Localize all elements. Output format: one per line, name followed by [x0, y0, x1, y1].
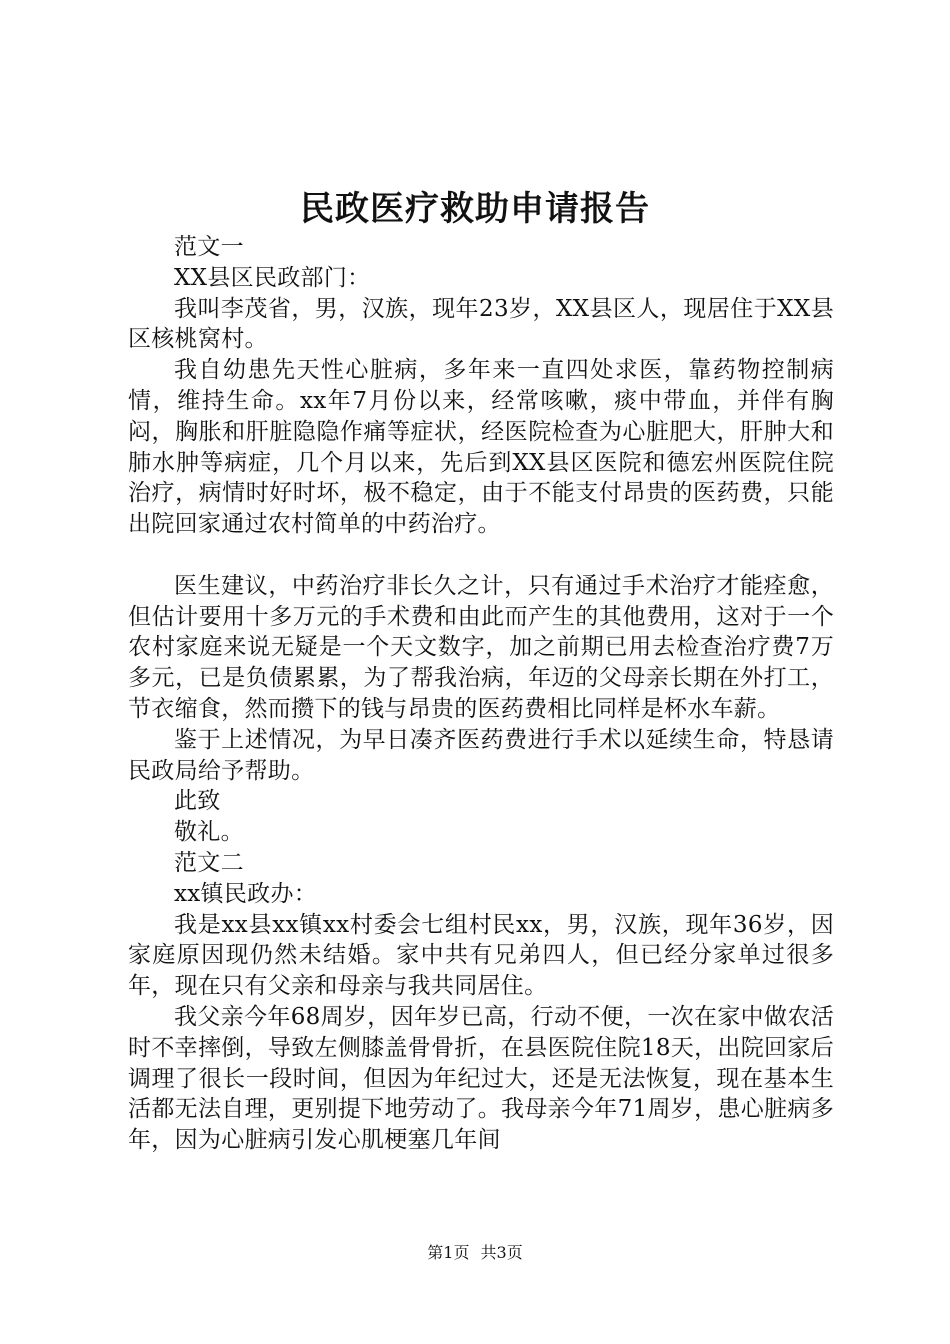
paragraph-salutation-two: xx镇民政办：: [174, 880, 318, 907]
paragraph-sample-one-heading: 范文一: [174, 234, 244, 260]
paragraph-request: 鉴于上述情况，为早日凑齐医药费进行手术以延续生命，特恳请民政局给予帮助。: [128, 726, 834, 784]
document-title: 民政医疗救助申请报告: [300, 189, 650, 229]
page-total: 共3页: [480, 1243, 523, 1262]
paragraph-self-introduction: 我叫李茂省，男，汉族，现年23岁，XX县区人，现居住于XX县区核桃窝村。: [128, 295, 834, 353]
page-footer: [0, 1242, 950, 1264]
paragraph-closing-jingli: 敬礼。: [174, 819, 244, 846]
page-number: 第1页: [427, 1243, 470, 1262]
document-body: [128, 232, 834, 1156]
paragraph-illness-history: 我自幼患先天性心脏病，多年来一直四处求医，靠药物控制病情，维持生命。xx年7月份以来，经常咳嗽，痰中带血，并伴有胸闷，胸胀和肝脏隐隐作痛等症状，经医院检查为心脏肥大，肝肿大和肺水肿等病症，几个月以来，先后到XX县区医院和德宏州医院住院治疗，病情时好时坏，极不稳定，由于不能支付昂贵的医药费，只能出院回家通过农村简单的中药治疗。: [128, 357, 834, 538]
paragraph-doctor-advice: 医生建议，中药治疗非长久之计，只有通过手术治疗才能痊愈，但估计要用十多万元的手术费和由此而产生的其他费用，这对于一个农村家庭来说无疑是一个天文数字，加之前期已用去检查治疗费7万多元，已是负债累累，为了帮我治病，年迈的父母亲长期在外打工，节衣缩食，然而攒下的钱与昂贵的医药费相比同样是杯水车薪。: [128, 572, 834, 722]
paragraph-sample-two-heading: 范文二: [174, 849, 244, 876]
paragraph-closing-cizhi: 此致: [174, 788, 221, 815]
paragraph-parents-health: 我父亲今年68周岁，因年岁已高，行动不便，一次在家中做农活时不幸摔倒，导致左侧膝盖骨骨折，在县医院住院18天，出院回家后调理了很长一段时间，但因为年纪过大，还是无法恢复，现在基本生活都无法自理，更别提下地劳动了。我母亲今年71周岁，患心脏病多年，因为心脏病引发心肌梗塞几年间: [128, 1003, 834, 1154]
paragraph-salutation-one: XX县区民政部门：: [174, 264, 371, 291]
paragraph-family-situation: 我是xx县xx镇xx村委会七组村民xx，男，汉族，现年36岁，因家庭原因现仍然未结婚。家中共有兄弟四人，但已经分家单过很多年，现在只有父亲和母亲与我共同居住。: [128, 911, 834, 1000]
